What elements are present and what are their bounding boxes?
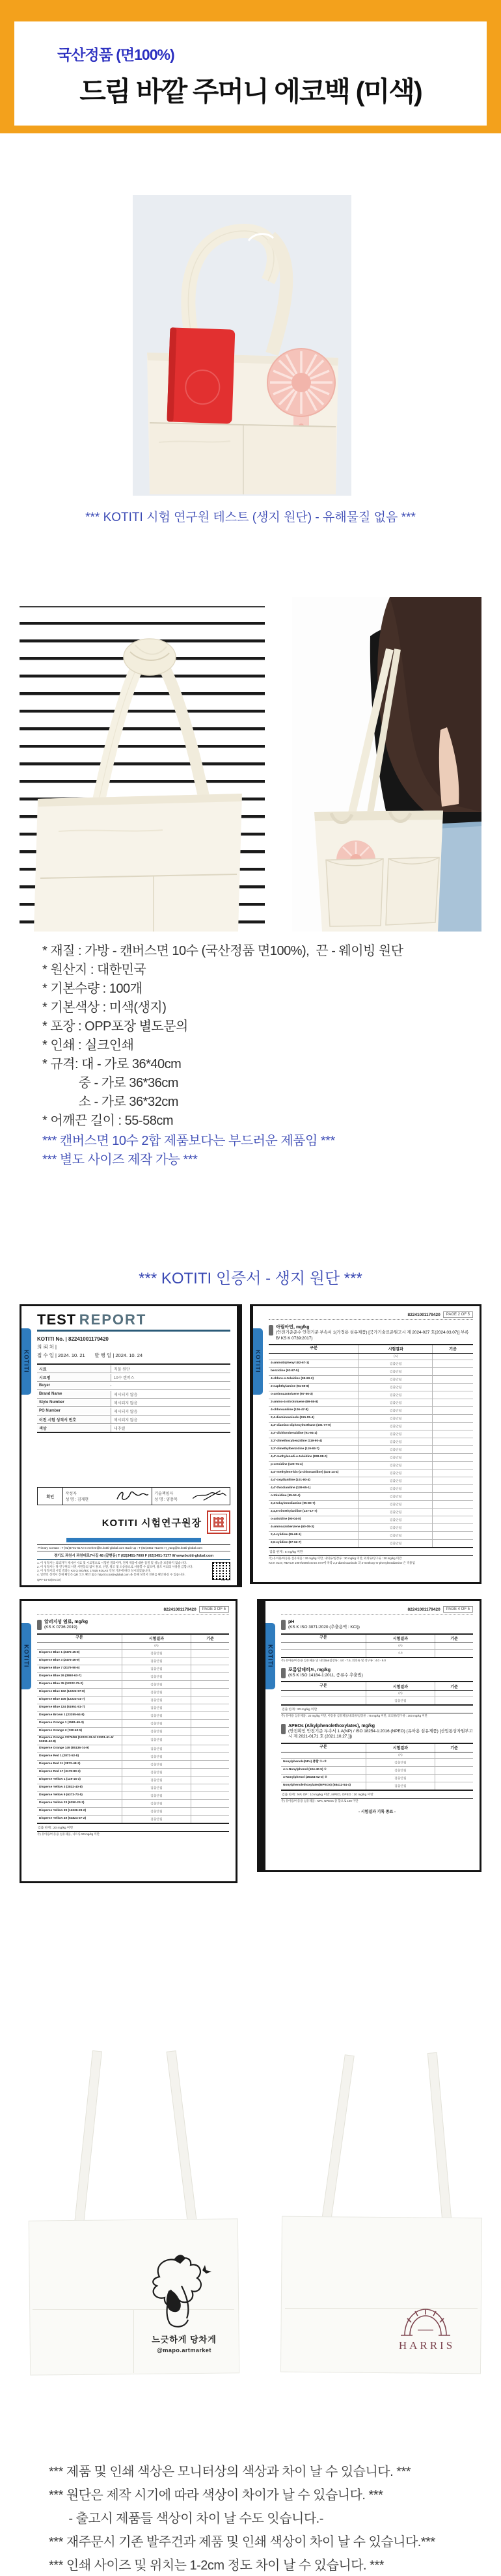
section-bullet-icon bbox=[281, 1724, 286, 1734]
doc1-dates: 접 수 일 | 2024. 10. 21 발 행 일 | 2024. 10. 24 bbox=[37, 1352, 143, 1358]
doc2-table bbox=[269, 1344, 473, 1548]
table-row: 4,4'-methylenedi-o-toluidine (838-88-0) 검출안됨 bbox=[269, 1454, 473, 1462]
footer-line: *** 원단은 제작 시기에 따라 색상이 차이가 날 수 있습니다. *** bbox=[49, 2488, 383, 2502]
model-wearing-bag-illustration bbox=[292, 597, 481, 932]
table-row: 시료명 10수 캔버스 bbox=[37, 1373, 230, 1382]
table-row: Disperse Yellow 3 (2832-40-8) 검출안됨 bbox=[37, 1784, 229, 1792]
table-row: Disperse Brown 1 (23355-64-8) 검출안됨 bbox=[37, 1712, 229, 1720]
table-sub-row: (A) bbox=[269, 1354, 473, 1360]
detail-item: * 기본수량 : 100개 bbox=[42, 982, 142, 996]
bag-front-photo bbox=[20, 597, 265, 932]
table-row: Nonylphenols(NPs) 총합 ①+② 검출안됨 bbox=[281, 1759, 473, 1767]
doc1-form-row: QPF-16-03(rev.02) bbox=[37, 1578, 61, 1581]
doc3-section-header: 알러지성 염료, mg/kg (KS K 0736:2019) bbox=[37, 1619, 229, 1631]
doc4-section-formaldehyde: 포름알데히드, mg/kg (KS K ISO 14184-1:2011, 증류수 추출법) bbox=[281, 1667, 473, 1679]
table-row: 4.5 bbox=[281, 1650, 473, 1657]
footnote-line: 4. 일반인 성적서 진위 확인은 QR 코드 확인 또는 http://cs.kotiti-global.com 을 통해 성적서 진위를 확인하실 수 있습니다. bbox=[37, 1573, 185, 1577]
doc1-sign-block: 확인 작성자 성 명 : 김재현 기술책임자 성 명 : 양충목 bbox=[37, 1487, 230, 1505]
test-report-page-2 bbox=[250, 1304, 481, 1584]
doc4-section-apeos: APEOs (Alkylphenolethoxylates), mg/kg (안전확인 안전기준 부속서 1.A(NP) / ISO 18254-1:2016 (NPEO) (유아용 섬유제품) [산업통상자원부고시 제 2021-0171 호 (2021.10.27.)]) bbox=[281, 1723, 473, 1740]
section-bullet-icon bbox=[37, 1620, 42, 1630]
table-row: 4-n-Nonylphenol (104-40-5) ① 검출안됨 bbox=[281, 1767, 473, 1775]
doc4-formaldehyde-table: 구분 시험결과 기준 (A) 검출안됨 bbox=[281, 1681, 473, 1706]
footer-line: *** 제품 및 인쇄 색상은 모니터상의 색상과 차이 날 수 있습니다. *** bbox=[49, 2465, 411, 2479]
approver-signature-icon bbox=[191, 1488, 228, 1503]
kotiti-side-tab: KOTITI bbox=[253, 1328, 263, 1395]
page-title: 드림 바깥 주머니 에코백 (미색) bbox=[79, 76, 422, 107]
doc3-header: 82241001179420 PAGE 3 OF 5 bbox=[37, 1606, 229, 1615]
page-badge: PAGE 4 OF 5 bbox=[443, 1606, 473, 1613]
table-header-row: 구분 시험결과 기준 bbox=[37, 1635, 229, 1643]
writer-signature-icon bbox=[113, 1488, 150, 1503]
doc1-footnotes bbox=[37, 1561, 230, 1577]
table-sub-row: (A) bbox=[37, 1643, 229, 1650]
table-row: 3,3'-dichlorobenzidine (91-94-1) 검출안됨 bbox=[269, 1430, 473, 1438]
table-row: 2-naphthylamine (91-59-8) 검출안됨 bbox=[269, 1384, 473, 1391]
table-row: Disperse Yellow 1 (119-15-3) 검출안됨 bbox=[37, 1777, 229, 1784]
doc1-director-row bbox=[37, 1510, 230, 1534]
table-row: Style Number 제시되지 않음 bbox=[37, 1399, 230, 1407]
detail-item: 중 - 가로 36*36cm bbox=[42, 1076, 178, 1090]
table-row: o-anisidine (90-04-0) 검출안됨 bbox=[269, 1516, 473, 1524]
bag-print-script-text: 느긋하게 당차게 bbox=[152, 2335, 217, 2344]
table-row: Disperse Orange 149 (85136-74-9) 검출안됨 bbox=[37, 1745, 229, 1753]
doc4-header: 82241001179420 PAGE 4 OF 5 bbox=[281, 1606, 473, 1615]
footer-line: *** 재주문시 기존 발주건과 제품 및 인쇄 색상이 차이 날 수 있습니다.*** bbox=[49, 2535, 435, 2549]
table-row: benzidine (92-87-5) 검출안됨 bbox=[269, 1368, 473, 1376]
doc2-notes bbox=[269, 1556, 473, 1565]
table-row: o-aminoazotoluene (97-56-3) 검출안됨 bbox=[269, 1391, 473, 1399]
footer-notes bbox=[49, 2460, 478, 2576]
details-blue-notes bbox=[42, 1132, 472, 1170]
table-row: o-toluidine (95-53-4) 검출안됨 bbox=[269, 1493, 473, 1501]
table-row: 4-aminoazobenzene (60-09-3) 검출안됨 bbox=[269, 1524, 473, 1532]
detail-note: *** 별도 사이즈 제작 가능 *** bbox=[42, 1153, 198, 1167]
bag-seam bbox=[133, 2309, 134, 2373]
director-seal-icon bbox=[207, 1510, 230, 1534]
kotiti-side-tab: KOTITI bbox=[265, 1623, 275, 1689]
doc1-client: 의 뢰 처 | bbox=[37, 1344, 57, 1350]
table-row: Disperse Orange 37/76/59 (12223-33-5/ 13301-61-6/ 51811-42-8) 검출안됨 bbox=[37, 1736, 229, 1745]
doc1-kotiti-no: KOTITI No. | 82241001179420 bbox=[37, 1336, 109, 1342]
note-line: 주) 유아용/아동용 섬유제품 : NPs, NPEOs 총 합으로 100 미만 bbox=[281, 1799, 359, 1803]
doc4-apeos-table: 구분 시험결과 기준 (A) Nonylphenols(NPs) 총합 ①+② 검출안됨 4-n-Nonylphenol (104-40-5) ① 검출안됨 4-Nonylphenol (25154-52-3) ② 검출안됨 Nonylphenolethoxylates(NPEOs) (68412-54-4) 검출안됨 bbox=[281, 1743, 473, 1791]
table-row: Disperse Red 17 (3179-89-3) 검출안됨 bbox=[37, 1769, 229, 1777]
table-row: 2,4-toluylenediamine (95-80-7) 검출안됨 bbox=[269, 1501, 473, 1509]
detail-item: * 포장 : OPP포장 별도문의 bbox=[42, 1019, 188, 1034]
detail-item: * 어깨끈 길이 : 55-58cm bbox=[42, 1114, 173, 1128]
table-row: Disperse Blue 1 (2475-45-8) 검출안됨 bbox=[37, 1650, 229, 1657]
footnote-line: 2. 이 성적서는 당 연구원의 사전 서면동의 없이 홍보, 선전, 광고 및 소송용으로 사용할 수 없으며, 용도 이외의 사용을 금합니다. bbox=[37, 1565, 193, 1569]
doc4-section-ph: pH (KS K ISO 3071:2020 (추출용액 : KCl)) bbox=[281, 1619, 473, 1631]
table-row: 색상 내추럴 bbox=[37, 1424, 230, 1432]
hanging-bag-striped-wall-illustration bbox=[20, 597, 265, 932]
table-row: Brand Name 제시되지 않음 bbox=[37, 1390, 230, 1399]
table-row: 2,4,5-trimethylaniline (137-17-7) 검출안됨 bbox=[269, 1509, 473, 1516]
kotiti-side-tab: KOTITI bbox=[21, 1623, 31, 1689]
doc1-info-table bbox=[37, 1363, 230, 1433]
table-row: Disperse Yellow 49 (54824-37-2) 검출안됨 bbox=[37, 1816, 229, 1823]
table-row: Disperse Yellow 39 (12236-29-2) 검출안됨 bbox=[37, 1808, 229, 1816]
table-row: p-cresidine (120-71-4) 검출안됨 bbox=[269, 1462, 473, 1469]
table-row: Disperse Red 1 (2872-52-8) 검출안됨 bbox=[37, 1753, 229, 1761]
table-row: 시료 직물 원단 bbox=[37, 1365, 230, 1373]
table-row: Disperse Blue 7 (3179-90-6) 검출안됨 bbox=[37, 1665, 229, 1673]
table-row: Disperse Blue 124 (61951-51-7) 검출안됨 bbox=[37, 1704, 229, 1712]
table-row: Disperse Yellow 23 (6250-23-3) 검출안됨 bbox=[37, 1800, 229, 1808]
table-row: 4,4'-diamino-diphenylmethane (101-77-9) 검출안됨 bbox=[269, 1423, 473, 1430]
table-row: Disperse Yellow 9 (6373-73-5) 검출안됨 bbox=[37, 1792, 229, 1800]
note-line: 주) 유아용/아동용 섬유제품 : 30 mg/kg 미만, 내의류/침장류 : 30 mg/kg 미만, 외의류/장구류 : 30 mg/kg 미만 bbox=[269, 1556, 402, 1560]
detail-item: * 인쇄 : 실크인쇄 bbox=[42, 1038, 134, 1053]
table-row: Disperse Blue 26 (3860-63-7) 검출안됨 bbox=[37, 1673, 229, 1681]
detail-item: * 재질 : 가방 - 캔버스면 10수 (국산정품 면100%), 끈 - 웨이빙 원단 bbox=[42, 944, 403, 958]
table-row: 4-chloroaniline (106-47-8) 검출안됨 bbox=[269, 1407, 473, 1415]
detail-item: * 원산지 : 대한민국 bbox=[42, 963, 146, 977]
table-row: Disperse Orange 1 (2581-69-3) 검출안됨 bbox=[37, 1720, 229, 1728]
bag-strap bbox=[167, 2050, 198, 2226]
product-photo-main bbox=[133, 195, 351, 496]
details-list bbox=[42, 942, 472, 1131]
table-row: 4-Nonylphenol (25154-52-3) ② 검출안됨 bbox=[281, 1775, 473, 1782]
qr-code-icon bbox=[212, 1562, 230, 1580]
doc1-contact-line: Primary Contact : T (02)6701-6172 E mehee@kr.kotiti-global.com Back-up : T (02)3451-7110 E H_yang@kr.kotiti-global.com bbox=[37, 1544, 230, 1551]
test-report-page-1 bbox=[20, 1304, 242, 1587]
detail-note: *** 캔버스면 10수 2합 제품보다는 부드러운 제품임 *** bbox=[42, 1134, 335, 1148]
note-line: 주) 유아용 섬유제품 : 20 mg/kg 미만, 아동용 섬유제품/내의류/침장류 : 75 mg/kg 미만, 외의류/장구류 : 300 mg/kg 미만 bbox=[281, 1714, 427, 1718]
doc4-end-line: - 시험결과 기록 종료 - bbox=[358, 1810, 396, 1814]
doc4-formaldehyde-limit: 검출 한계 : 20 mg/kg 미만 bbox=[281, 1706, 473, 1713]
doc3-limit: 검출 한계 : 20 mg/kg 미만 bbox=[37, 1824, 229, 1832]
table-row: 4-aminobiphenyl (92-67-1) 검출안됨 bbox=[269, 1360, 473, 1368]
table-row: 3,3'-dimethylbenzidine (119-93-7) 검출안됨 bbox=[269, 1446, 473, 1454]
bag-print-artwork bbox=[140, 2251, 221, 2332]
section-bullet-icon bbox=[281, 1620, 286, 1630]
table-row: 2,4-xylidine (95-68-1) 검출안됨 bbox=[269, 1532, 473, 1540]
kotiti-test-note: *** KOTITI 시험 연구원 테스트 (생지 원단) - 유해물질 없음 *** bbox=[85, 511, 416, 524]
test-report-page-4 bbox=[257, 1599, 481, 1872]
test-report-page-3 bbox=[20, 1599, 237, 1883]
bag-print-harris-logo bbox=[398, 2301, 453, 2338]
table-row: 3,3'-dimethoxybenzidine (119-90-4) 검출안됨 bbox=[269, 1438, 473, 1446]
table-row: Disperse Blue 3 (2475-46-9) 검출안됨 bbox=[37, 1657, 229, 1665]
doc3-notes bbox=[37, 1832, 229, 1836]
table-header-row: 구분 시험결과 기준 bbox=[269, 1345, 473, 1354]
note-line: 주) 유아용/아동용 섬유제품, 니트류 50 mg/kg 미만 bbox=[37, 1832, 100, 1836]
note-line: KS K 0147, REACH 1907/2006/Annex XVII에 따라 2,4-diaminoanisole 과 4-methoxy-m-phenylenediamine 은 적용됨 bbox=[269, 1561, 415, 1565]
footer-line: - 출고시 제품들 색상이 차이 날 수도 잇습니다.- bbox=[49, 2512, 323, 2526]
doc2-section-header: 아릴아민, mg/kg (안전기준준수 안전기준 부속서 1(가정용 섬유제품) [국가기술표준원고시 제 2024-027 호(2024.03.07)] 부록 B/ KS K 0739:2017) bbox=[269, 1324, 473, 1341]
doc1-title: TEST REPORT bbox=[37, 1311, 230, 1332]
detail-item: * 기본색상 : 미색(생지) bbox=[42, 1000, 167, 1015]
table-row: Disperse Blue 35 (12222-75-2) 검출안됨 bbox=[37, 1681, 229, 1689]
table-row: 이전 시험 성적서 번호 제시되지 않음 bbox=[37, 1415, 230, 1424]
table-row: Disperse Blue 102 (12222-97-8) 검출안됨 bbox=[37, 1689, 229, 1697]
doc1-address-line: 경기도 과천시 과천대로7나길 48 (갈현동) T (02)3451-7000 F (02)3451-7177 W www.kotiti-global.com bbox=[37, 1551, 230, 1560]
page-badge: PAGE 3 OF 5 bbox=[199, 1606, 229, 1613]
table-row: 2-amino-4-nitrotoluene (99-55-8) 검출안됨 bbox=[269, 1399, 473, 1407]
page-badge: PAGE 2 OF 5 bbox=[443, 1311, 473, 1318]
table-row: PO Number 제시되지 않음 bbox=[37, 1407, 230, 1415]
table-row: Disperse Orange 3 (730-40-5) 검출안됨 bbox=[37, 1728, 229, 1736]
table-row: 검출안됨 bbox=[281, 1697, 473, 1704]
table-row: Nonylphenolethoxylates(NPEOs) (68412-54-4) 검출안됨 bbox=[281, 1782, 473, 1790]
table-row: 2,4-diaminoanisole (615-05-4) 검출안됨 bbox=[269, 1415, 473, 1423]
bag-strap bbox=[321, 2054, 354, 2221]
table-row: Disperse Blue 106 (12223-01-7) 검출안됨 bbox=[37, 1697, 229, 1704]
table-row: 4,4'-methylene-bis-(2-chloroaniline) (101-14-4) 검출안됨 bbox=[269, 1469, 473, 1477]
detail-item: 소 - 가로 36*32cm bbox=[42, 1095, 178, 1109]
table-row: 4-chloro-o-toluidine (95-69-2) 검출안됨 bbox=[269, 1376, 473, 1384]
ink-cat-line-art-icon bbox=[140, 2251, 221, 2332]
doc3-table bbox=[37, 1633, 229, 1824]
footer-line: *** 인쇄 사이즈 및 위치는 1-2cm 정도 차이 날 수 있습니다. *** bbox=[49, 2558, 385, 2573]
director-title: KOTITI 시험연구원장 bbox=[102, 1517, 202, 1529]
footnote-line: 3. 이 성적서의 시험 결과는 KS Q ISO/IEC 17025 KOLAS 인정 기준에 따라 실시되었습니다. bbox=[37, 1569, 151, 1573]
doc2-header: 82241001179420 PAGE 2 OF 5 bbox=[269, 1311, 473, 1320]
arch-logo-icon bbox=[398, 2301, 453, 2338]
doc2-limit: 검출 한계 : 5 mg/kg 미만 bbox=[269, 1548, 473, 1556]
doc1-blue-band bbox=[66, 1538, 202, 1542]
table-row: 4,4'-oxydianiline (101-80-4) 검출안됨 bbox=[269, 1477, 473, 1485]
detail-item: * 규격: 대 - 가로 36*40cm bbox=[42, 1057, 182, 1071]
section-bullet-icon bbox=[269, 1325, 273, 1335]
table-row: Buyer bbox=[37, 1382, 230, 1390]
section-bullet-icon bbox=[281, 1668, 286, 1678]
table-row: 4,4'-thiodianiline (139-65-1) 검출안됨 bbox=[269, 1485, 473, 1493]
table-row: 2,6-xylidine (87-62-7) 검출안됨 bbox=[269, 1540, 473, 1547]
bag-print-handle-text: @mapo.artmarket bbox=[157, 2347, 211, 2354]
bag-print-brand-text: HARRIS bbox=[398, 2339, 455, 2352]
product-badge: 국산정품 (면100%) bbox=[57, 46, 174, 63]
bag-strap bbox=[427, 2052, 452, 2220]
footnote-line: 1. 이 성적서는 의뢰자가 제시한 시료 및 시료명으로 시험한 결과이며, 전체 제품에 대한 품질 및 성능을 보증하지 않습니다. bbox=[37, 1561, 187, 1565]
doc4-apeos-limit: 검출 한계 : NP, OP : 10 mg/kg 미만, NPEO, OPEO : 30 mg/kg 미만 bbox=[281, 1791, 473, 1799]
cert-heading: *** KOTITI 인증서 - 생지 원단 *** bbox=[139, 1270, 362, 1287]
tote-bag-with-items-illustration bbox=[133, 195, 351, 496]
table-row: Disperse Red 11 (2872-48-2) 검출안됨 bbox=[37, 1761, 229, 1769]
note-line: 주) 유아용/아동용 섬유제품 및 내의류&침장류 : 4.0 - 7.5, 외의류 및 장구류 : 4.0 - 9.0 bbox=[281, 1658, 386, 1662]
kotiti-side-tab: KOTITI bbox=[21, 1328, 31, 1395]
doc4-ph-table: 구분 시험결과 기준 (A) 4.5 bbox=[281, 1633, 473, 1658]
bag-strap bbox=[74, 2050, 102, 2225]
bag-model-photo bbox=[292, 597, 481, 932]
